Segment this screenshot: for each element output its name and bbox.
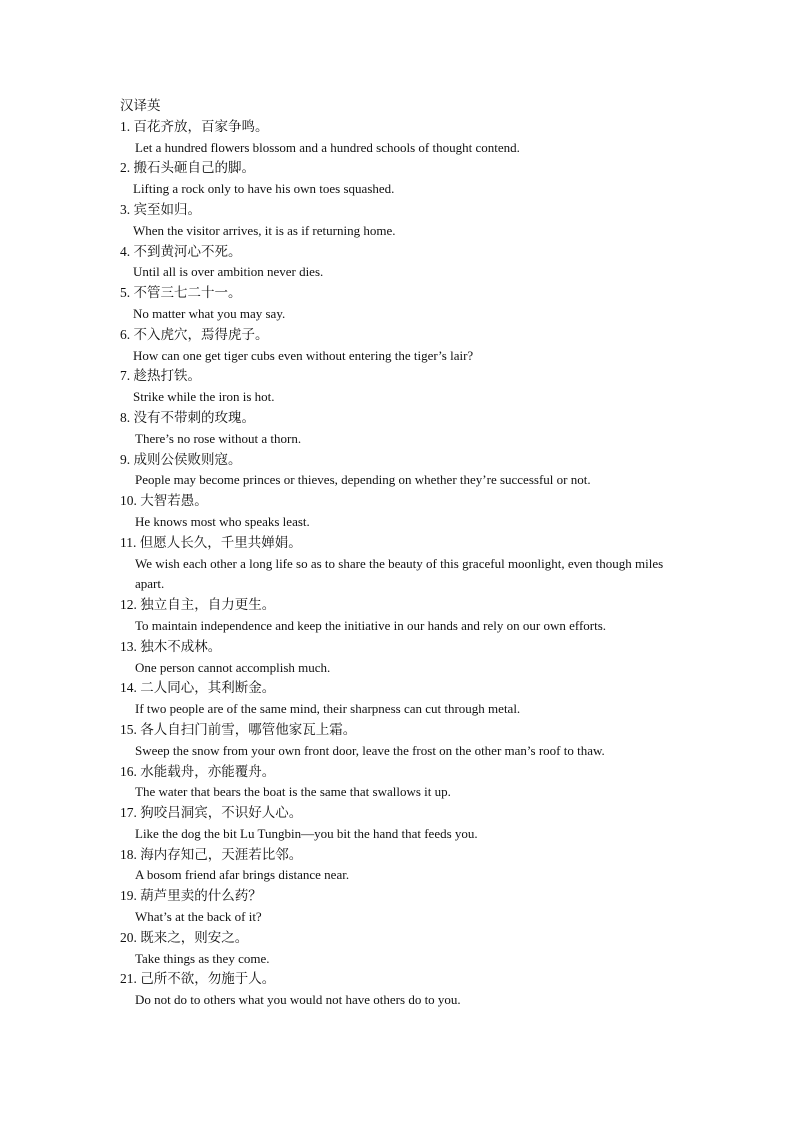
chinese-text: 搬石头砸自己的脚。 <box>133 160 255 176</box>
entry-number: 5. <box>120 285 134 301</box>
chinese-text: 宾至如归。 <box>133 201 201 217</box>
entry-number: 15. <box>120 721 141 737</box>
chinese-text: 狗咬吕洞宾，不识好人心。 <box>140 805 303 821</box>
proverb-chinese <box>120 595 690 616</box>
chinese-text: 百花齐放，百家争鸣。 <box>133 118 269 134</box>
proverb-chinese <box>120 803 690 824</box>
chinese-text: 但愿人长久，千里共婵娟。 <box>139 534 302 550</box>
proverb-chinese <box>120 928 690 949</box>
proverb-entry <box>120 242 690 284</box>
entry-number: 13. <box>120 638 141 654</box>
chinese-text: 成则公侯败则寇。 <box>133 451 242 467</box>
entry-number: 7. <box>120 368 134 384</box>
proverb-chinese <box>120 886 690 907</box>
chinese-text: 大智若愚。 <box>140 493 208 509</box>
proverb-chinese <box>120 969 690 990</box>
proverb-english: Let a hundred flowers blossom and a hundred schools of thought contend. <box>135 139 520 155</box>
chinese-text: 不入虎穴，焉得虎子。 <box>133 326 269 342</box>
proverb-chinese <box>120 200 690 221</box>
proverb-chinese <box>120 720 690 741</box>
proverb-chinese <box>120 533 690 554</box>
entry-number: 10. <box>120 493 141 509</box>
entry-number: 20. <box>120 929 141 945</box>
proverb-entry <box>120 408 690 450</box>
proverb-entry <box>120 117 690 159</box>
proverb-english: He knows most who speaks least. <box>135 513 310 529</box>
proverb-entry <box>120 678 690 720</box>
proverb-chinese <box>120 491 690 512</box>
chinese-text: 各人自扫门前雪，哪管他家瓦上霜。 <box>140 721 357 737</box>
entry-number: 3. <box>120 201 134 217</box>
proverb-english: A bosom friend afar brings distance near. <box>135 867 350 883</box>
proverb-english: If two people are of the same mind, their sharpness can cut through metal. <box>135 701 521 717</box>
chinese-text: 没有不带刺的玫瑰。 <box>133 409 255 425</box>
proverb-entry <box>120 928 690 970</box>
proverb-chinese <box>120 158 690 179</box>
proverb-entry <box>120 283 690 325</box>
proverb-entry <box>120 491 690 533</box>
proverb-english: Like the dog the bit Lu Tungbin—you bit the hand that feeds you. <box>135 825 478 841</box>
proverb-chinese <box>120 325 690 346</box>
proverb-chinese <box>120 762 690 783</box>
entry-number: 8. <box>120 409 134 425</box>
proverb-entry <box>120 845 690 887</box>
proverb-entry <box>120 595 690 637</box>
proverb-english: Take things as they come. <box>135 950 270 966</box>
proverb-english: People may become princes or thieves, depending on whether they’re successful or not. <box>135 472 591 488</box>
proverb-chinese <box>120 242 690 263</box>
proverb-english: The water that bears the boat is the same that swallows it up. <box>135 784 451 800</box>
entry-number: 16. <box>120 763 141 779</box>
chinese-text: 水能载舟，亦能覆舟。 <box>140 763 276 779</box>
proverb-english: How can one get tiger cubs even without entering the tiger’s lair? <box>133 347 474 363</box>
proverb-chinese <box>120 283 690 304</box>
chinese-text: 既来之，则安之。 <box>140 929 249 945</box>
proverb-entry <box>120 886 690 928</box>
entry-number: 1. <box>120 118 134 134</box>
proverb-entry <box>120 803 690 845</box>
proverb-chinese <box>120 117 690 138</box>
proverb-english: Do not do to others what you would not have others do to you. <box>135 992 461 1008</box>
proverb-entry <box>120 637 690 679</box>
proverb-english: What’s at the back of it? <box>135 909 262 925</box>
document-title: 汉译英 <box>120 98 161 113</box>
entry-number: 6. <box>120 326 134 342</box>
chinese-text: 不管三七二十一。 <box>133 285 242 301</box>
chinese-text: 己所不欲，勿施于人。 <box>140 971 276 987</box>
proverb-english: Sweep the snow from your own front door, leave the frost on the other man’s roof to thaw. <box>135 742 605 758</box>
proverb-entry <box>120 450 690 492</box>
proverb-chinese <box>120 845 690 866</box>
entry-number: 17. <box>120 805 141 821</box>
proverb-english: Strike while the iron is hot. <box>133 389 275 405</box>
chinese-text: 独木不成林。 <box>140 638 222 654</box>
proverb-entry <box>120 200 690 242</box>
proverb-english: No matter what you may say. <box>133 305 286 321</box>
chinese-text: 葫芦里卖的什么药？ <box>140 888 262 904</box>
proverb-english: Until all is over ambition never dies. <box>133 264 324 280</box>
proverb-entry <box>120 325 690 367</box>
proverb-entry <box>120 366 690 408</box>
proverb-entry <box>120 533 690 595</box>
chinese-text: 二人同心，其利断金。 <box>140 680 276 696</box>
chinese-text: 趁热打铁。 <box>133 368 201 384</box>
entry-number: 12. <box>120 597 141 613</box>
entry-number: 14. <box>120 680 141 696</box>
proverb-chinese <box>120 637 690 658</box>
proverb-english: To maintain independence and keep the initiative in our hands and rely on our own efforts. <box>135 617 607 633</box>
entry-number: 9. <box>120 451 134 467</box>
entry-number: 18. <box>120 846 141 862</box>
entry-number: 11. <box>120 534 140 550</box>
proverb-entry <box>120 720 690 762</box>
entry-number: 21. <box>120 971 141 987</box>
entry-number: 19. <box>120 888 141 904</box>
document-body <box>120 96 690 1011</box>
proverb-english: There’s no rose without a thorn. <box>135 430 302 446</box>
proverb-chinese <box>120 408 690 429</box>
proverb-english: We wish each other a long life so as to share the beauty of this graceful moonlight, even though miles apart. <box>135 555 664 592</box>
entry-number: 2. <box>120 160 134 176</box>
proverb-english: Lifting a rock only to have his own toes squashed. <box>133 181 395 197</box>
proverb-chinese <box>120 366 690 387</box>
proverb-chinese <box>120 678 690 699</box>
proverb-english: One person cannot accomplish much. <box>135 659 331 675</box>
entry-number: 4. <box>120 243 134 259</box>
chinese-text: 不到黄河心不死。 <box>133 243 242 259</box>
chinese-text: 海内存知己，天涯若比邻。 <box>140 846 303 862</box>
chinese-text: 独立自主，自力更生。 <box>140 597 276 613</box>
proverb-entry <box>120 969 690 1011</box>
proverb-english: When the visitor arrives, it is as if returning home. <box>133 222 396 238</box>
proverb-entry <box>120 762 690 804</box>
proverb-chinese <box>120 450 690 471</box>
proverb-entry <box>120 158 690 200</box>
